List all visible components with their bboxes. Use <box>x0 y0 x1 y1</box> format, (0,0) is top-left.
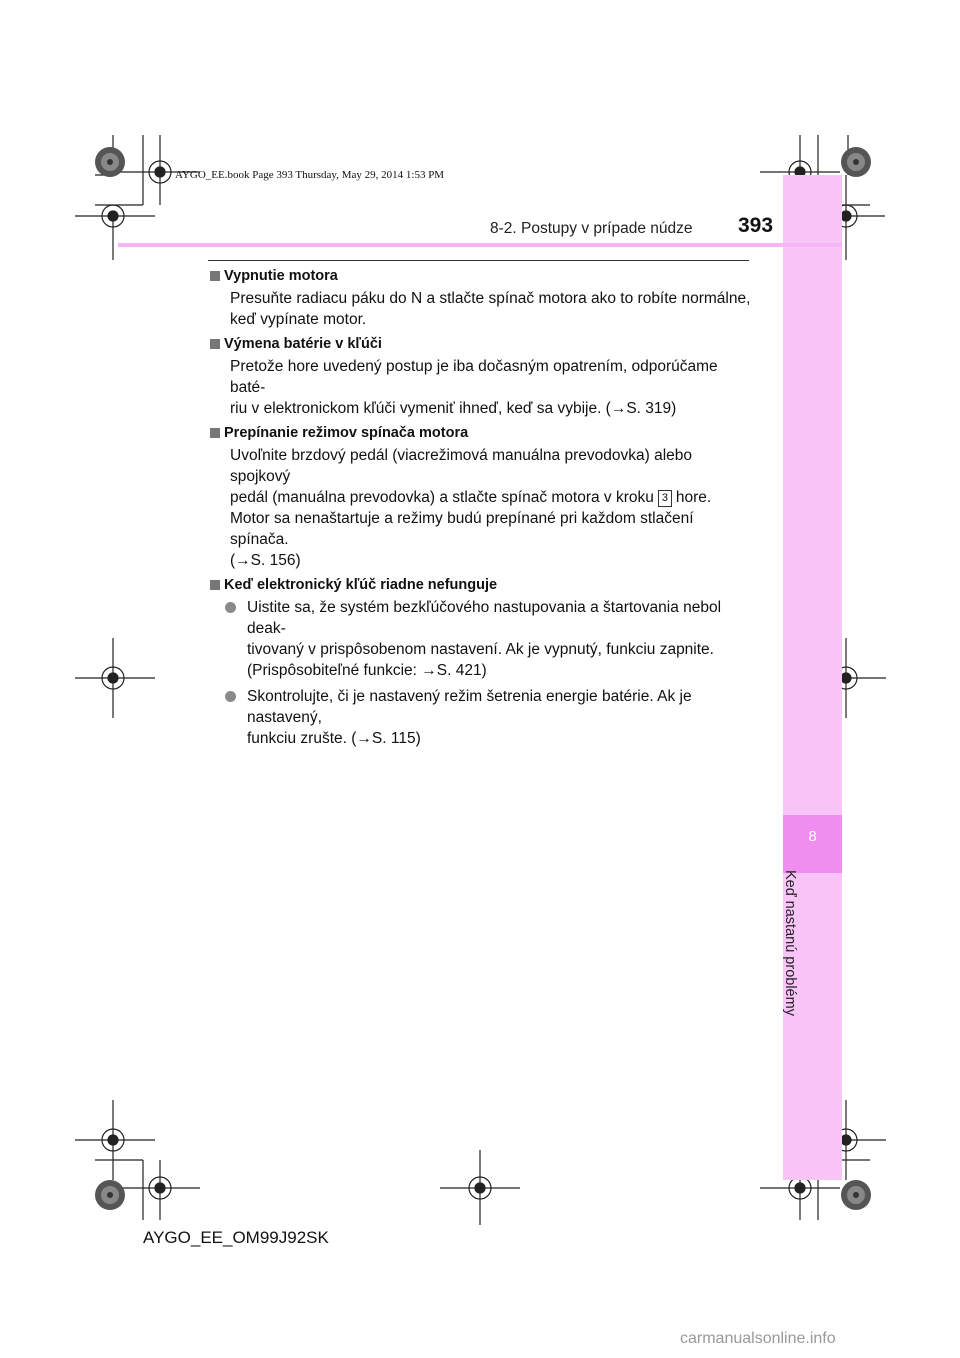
section-title: Výmena batérie v kľúči <box>208 334 753 356</box>
section-key-battery <box>208 334 753 419</box>
chapter-side-tab <box>783 175 842 1180</box>
square-bullet-icon <box>210 428 220 438</box>
crop-mark-bottom-center <box>440 1150 520 1225</box>
list-item: Skontrolujte, či je nastavený režim šetrenia energie batérie. Ak je nastavený, funkciu zrušte. (→S. 115) <box>208 686 753 749</box>
step-number-box: 3 <box>658 490 672 507</box>
section-header: 8-2. Postupy v prípade núdze <box>490 220 693 237</box>
chapter-number: 8 <box>808 828 817 845</box>
section-title: Prepínanie režimov spínača motora <box>208 423 753 445</box>
book-info-line: AYGO_EE.book Page 393 Thursday, May 29, 2014 1:53 PM <box>175 169 445 181</box>
section-title: Vypnutie motora <box>208 266 753 288</box>
square-bullet-icon <box>210 580 220 590</box>
square-bullet-icon <box>210 271 220 281</box>
crop-mark-middle-left <box>75 638 155 718</box>
watermark: carmanualsonline.info <box>680 1330 836 1347</box>
gray-target-bottom-left <box>95 1180 125 1210</box>
section-text: Pretože hore uvedený postup je iba dočasným opatrením, odporúčame baté- riu v elektronickom kľúči vymeniť ihneď, keď sa vybije. (→S. 319) <box>230 358 718 417</box>
square-bullet-icon <box>210 339 220 349</box>
section-text: Uvoľnite brzdový pedál (viacrežimová manuálna prevodovka) alebo spojkový pedál (manuálna prevodovka) a stlačte spínač motora v kroku 3 hore. Motor sa nenaštartuje a režimy budú prepínané pri každom stlačení spínača. (→S. 156) <box>230 447 712 569</box>
section-switch-modes <box>208 423 753 571</box>
gray-target-top-right <box>841 147 871 177</box>
content-rule <box>208 260 749 261</box>
list-item: Uistite sa, že systém bezkľúčového nastupovania a štartovania nebol deak- tivovaný v prispôsobenom nastavení. Ak je vypnutý, funkciu zapnite. (Prispôsobiteľné funkcie: →S. 421) <box>208 597 753 681</box>
page-number: 393 <box>738 214 774 237</box>
round-bullet-icon <box>225 691 236 702</box>
section-key-malfunction <box>208 575 753 749</box>
crop-mark-bottom-left <box>75 1100 200 1220</box>
gray-target-bottom-right <box>841 1180 871 1210</box>
round-bullet-icon <box>225 602 236 613</box>
chapter-title: Keď nastanú problémy <box>782 870 798 1016</box>
section-text: Presuňte radiacu páku do N a stlačte spínač motora ako to robíte normálne, keď vypínate motor. <box>230 290 751 328</box>
section-engine-off <box>208 266 753 330</box>
footer-code: AYGO_EE_OM99J92SK <box>143 1228 329 1247</box>
content <box>208 266 753 754</box>
header-rule <box>118 243 842 247</box>
crop-mark-top-left <box>75 135 200 260</box>
gray-target-top-left <box>95 147 125 177</box>
section-title: Keď elektronický kľúč riadne nefunguje <box>208 575 753 597</box>
